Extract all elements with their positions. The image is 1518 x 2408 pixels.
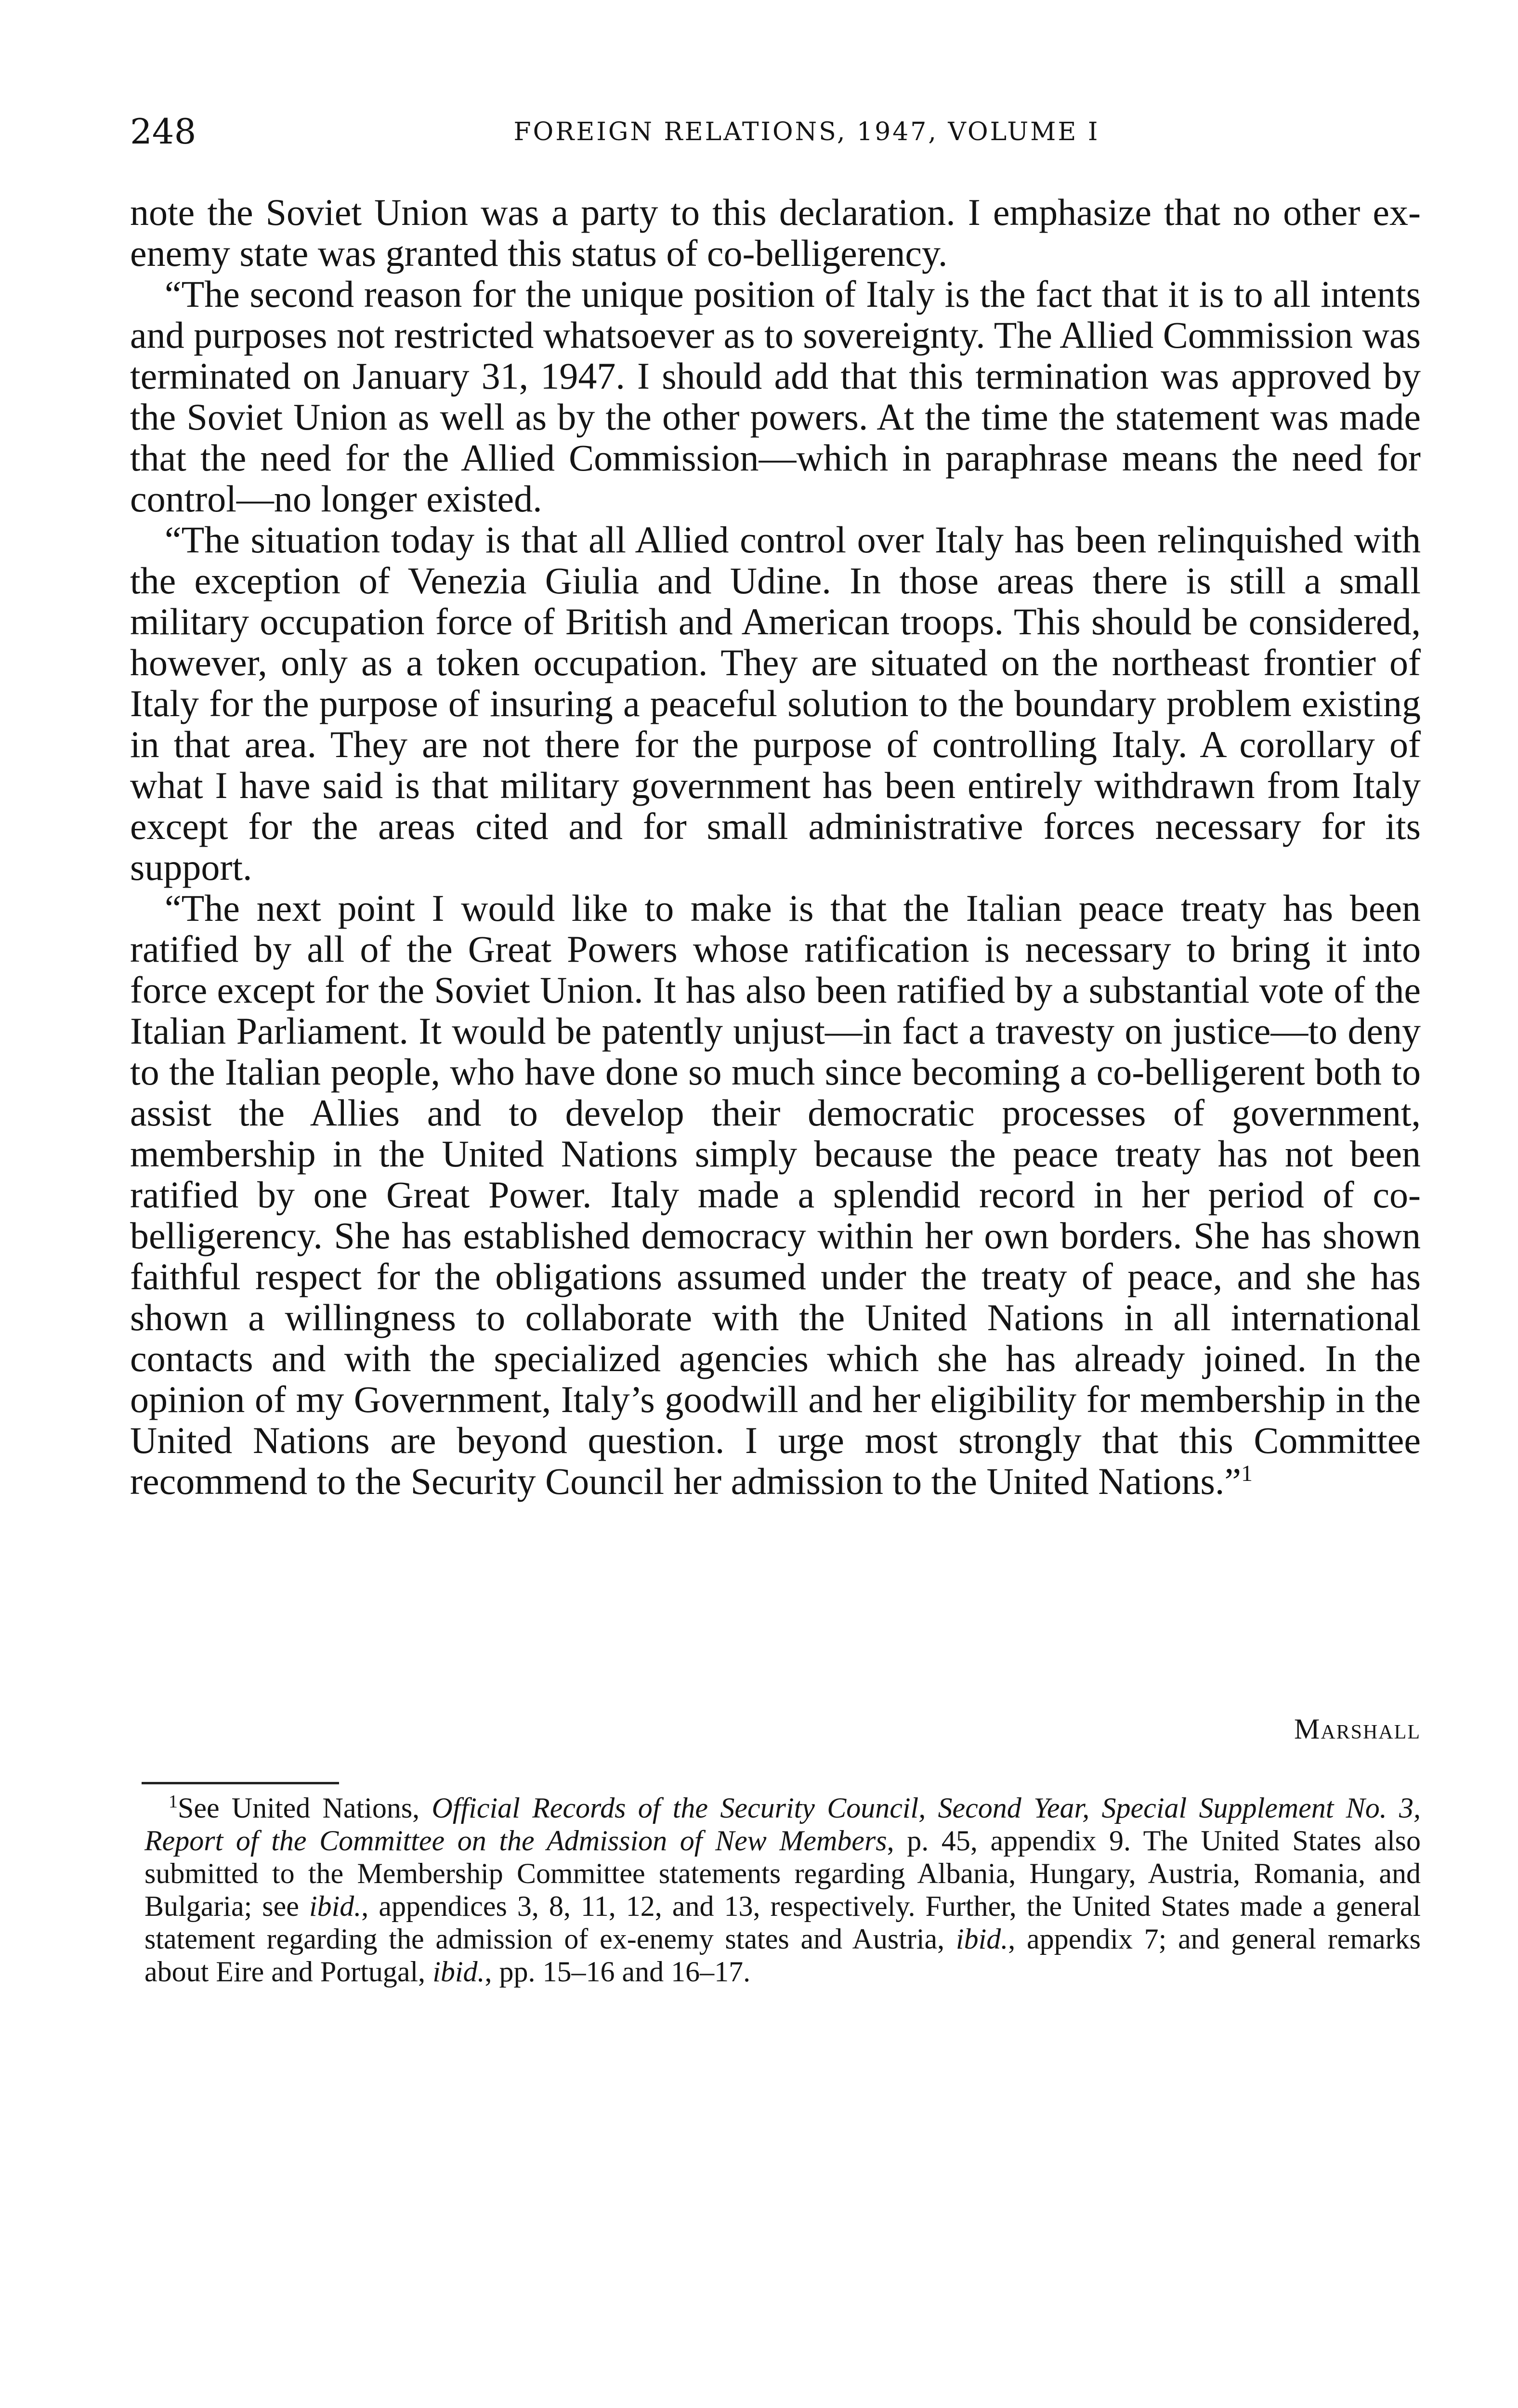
footnote-text-2: , p. 45, appendix 9. The United States also submitted to the Membership Committee statements regarding Albania, Hungary, Austria, Romania, and Bulgaria; see (144, 1825, 1421, 1922)
footnote-text-1: See United Nations, (178, 1792, 432, 1824)
page-number: 248 (130, 111, 196, 152)
footnote-text-3: , appendices 3, 8, 11, 12, and 13, respectively. Further, the United States made a general statement regarding the admission of ex-enemy states and Austria, (144, 1890, 1421, 1955)
footnote-marker: 1 (169, 1792, 178, 1812)
paragraph-4-text: “The next point I would like to make is that the Italian peace treaty has been ratified by all of the Great Powers whose ratification is necessary to bring it into force except for the Soviet Union. It has also been ratified by a substantial vote of the Italian Parliament. It would be patently unjust—in fact a travesty on justice—to deny to the Italian people, who have done so much since becoming a co-belligerent both to assist the Allies and to develop their democratic processes of government, membership in the United Nations simply because the peace treaty has not been ratified by one Great Power. Italy made a splendid record in her period of co-belligerency. She has established democracy within her own borders. She has shown faithful respect for the obligations assumed under the treaty of peace, and she has shown a willingness to collaborate with the United Nations in all international contacts and with the specialized agencies which she has already joined. In the opinion of my Government, Italy’s goodwill and her eligibility for membership in the United Nations are beyond question. I urge most strongly that this Committee recommend to the Security Council her admission to the United Nations.” (130, 887, 1421, 1502)
footnote-reference[interactable]: 1 (1241, 1461, 1253, 1486)
paragraph-3-text: “The situation today is that all Allied control over Italy has been relinquished with the exception of Venezia Giulia and Udine. In those areas there is still a small military occupation force of British and American troops. This should be considered, however, only as a token occupation. They are situated on the northeast frontier of Italy for the purpose of insuring a peaceful solution to the boundary problem existing in that area. They are not there for the purpose of controlling Italy. A corollary of what I have said is that military government has been entirely withdrawn from Italy except for the areas cited and for small administrative forces necessary for its support. (130, 519, 1421, 888)
footnote-1 (144, 1792, 1421, 1988)
paragraph-4 (130, 888, 1421, 1502)
footnote-text-4: , appendix 7; and general remarks about Eire and Portugal, (144, 1923, 1421, 1988)
signature: Marshall (1294, 1713, 1421, 1745)
body-text (130, 192, 1421, 1502)
running-head (130, 110, 1421, 153)
footnote-ibid-3: ibid. (432, 1956, 485, 1988)
footnote-citation-title: Official Records of the Security Council, Second Year, Special Supplement No. 3, Report of the Committee on the Admission of New Members (144, 1792, 1421, 1857)
footnote-ibid-1: ibid. (309, 1890, 362, 1922)
footnote-text-5: , pp. 15–16 and 16–17. (484, 1956, 751, 1988)
running-title: FOREIGN RELATIONS, 1947, VOLUME I (513, 118, 1100, 146)
footnote-divider (142, 1782, 339, 1784)
paragraph-3 (130, 519, 1421, 888)
paragraph-2 (130, 274, 1421, 519)
paragraph-1 (130, 192, 1421, 274)
footnotes (144, 1792, 1421, 1988)
footnote-ibid-2: ibid. (955, 1923, 1008, 1955)
paragraph-2-text: “The second reason for the unique position of Italy is the fact that it is to all intents and purposes not restricted whatsoever as to sovereignty. The Allied Commission was terminated on January 31, 1947. I should add that this termination was approved by the Soviet Union as well as by the other powers. At the time the statement was made that the need for the Allied Commission—which in paraphrase means the need for control—no longer existed. (130, 273, 1421, 520)
paragraph-1-text: note the Soviet Union was a party to this declaration. I emphasize that no other ex-enemy state was granted this status of co-belligerency. (130, 191, 1421, 274)
